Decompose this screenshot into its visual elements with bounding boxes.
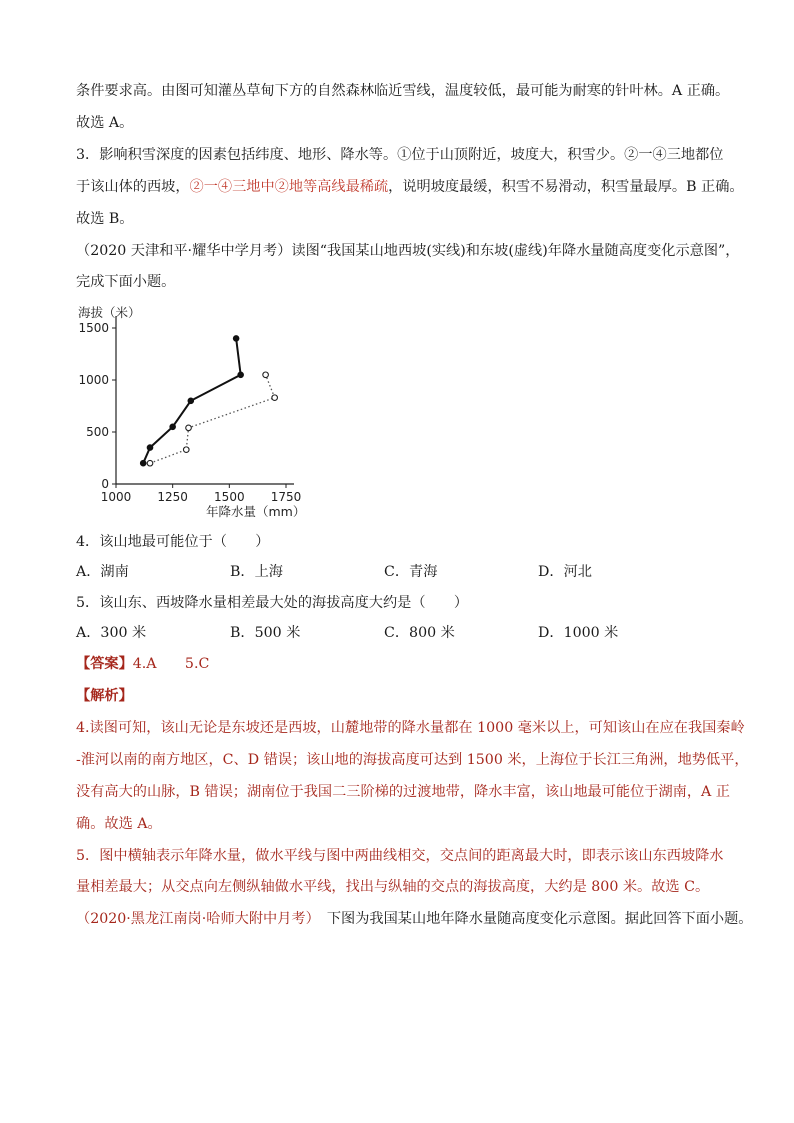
x-axis-label: 年降水量（mm） — [206, 504, 306, 519]
question-5-option-d[interactable]: D．1000 米 — [538, 625, 619, 641]
x-tick-label: 1250 — [157, 490, 188, 504]
west-slope-point — [147, 445, 153, 451]
paragraph-line — [76, 177, 744, 197]
question-4-stem: 4．该山地最可能位于（ ） — [76, 534, 270, 550]
paragraph-line: 故选 B。 — [76, 211, 134, 227]
east-slope-point — [272, 395, 278, 401]
question-4-option-c[interactable]: C．青海 — [384, 564, 438, 580]
text-segment: 于该山体的西坡， — [76, 179, 190, 195]
west-slope-point — [140, 460, 146, 466]
question-intro: （2020 天津和平·耀华中学月考）读图“我国某山地西坡(实线)和东坡(虚线)年降水量随高度变化示意图”， — [76, 243, 740, 259]
text-segment: 下图为我国某山地年降水量随高度变化示意图。据此回答下面小题。 — [312, 911, 753, 927]
west-slope-point — [238, 372, 244, 378]
x-tick-label: 1500 — [214, 490, 245, 504]
y-tick-label: 500 — [86, 425, 109, 439]
east-slope-point — [147, 460, 153, 466]
answer-label: 【答案】 — [76, 656, 133, 672]
chart-series — [140, 336, 277, 466]
analysis-line: -淮河以南的南方地区，C、D 错误；该山地的海拔高度可达到 1500 米，上海位于长江三角洲，地势低平， — [76, 752, 749, 768]
west-slope-point — [233, 336, 239, 342]
answer-value: 4.A 5.C — [132, 656, 210, 672]
highlighted-text: ②一④三地中②地等高线最稀疏 — [189, 179, 389, 195]
y-tick-label: 1000 — [78, 373, 109, 387]
y-tick-label: 1500 — [78, 321, 109, 335]
y-axis-label: 海拔（米） — [78, 305, 141, 320]
analysis-line: 没有高大的山脉，B 错误；湖南位于我国二三阶梯的过渡地带，降水丰富，该山地最可能位于湖南，A 正 — [76, 784, 730, 800]
chart-ticks — [78, 321, 301, 504]
question-4-option-d[interactable]: D．河北 — [538, 564, 592, 580]
question-5-option-b[interactable]: B．500 米 — [230, 625, 301, 641]
text-segment: ，说明坡度最缓，积雪不易滑动，积雪量最厚。B 正确。 — [388, 179, 744, 195]
east-slope-point — [183, 447, 189, 453]
west-slope-point — [188, 398, 194, 404]
question-4-option-b[interactable]: B．上海 — [230, 564, 283, 580]
y-tick-label: 0 — [101, 477, 109, 491]
east-slope-point — [186, 425, 192, 431]
next-question-intro — [76, 909, 752, 929]
source-tag: （2020·黑龙江南岗·哈师大附中月考） — [76, 911, 313, 927]
question-5-stem: 5．该山东、西坡降水量相差最大处的海拔高度大约是（ ） — [76, 595, 469, 611]
analysis-line: 量相差最大；从交点向左侧纵轴做水平线，找出与纵轴的交点的海拔高度，大约是 800 米。故选 C。 — [76, 879, 710, 895]
analysis-label: 【解析】 — [76, 688, 133, 704]
paragraph-line: 故选 A。 — [76, 115, 134, 131]
question-intro: 完成下面小题。 — [76, 274, 176, 290]
answer-line — [76, 654, 209, 674]
analysis-line: 确。故选 A。 — [76, 816, 162, 832]
analysis-line: 4.读图可知，该山无论是东坡还是西坡，山麓地带的降水量都在 1000 毫米以上，可知该山在应在我国秦岭 — [76, 720, 745, 736]
analysis-line: 5．图中横轴表示年降水量，做水平线与图中两曲线相交，交点间的距离最大时，即表示该山东西坡降水 — [76, 848, 724, 864]
elevation-precipitation-chart — [76, 298, 316, 523]
east-slope-line — [150, 375, 275, 463]
paragraph-line: 3．影响积雪深度的因素包括纬度、地形、降水等。①位于山顶附近，坡度大，积雪少。②一④三地都位 — [76, 147, 724, 163]
east-slope-point — [263, 372, 269, 378]
paragraph-line: 条件要求高。由图可知灌丛草甸下方的自然森林临近雪线，温度较低，最可能为耐寒的针叶林。A 正确。 — [76, 83, 730, 99]
question-5-option-a[interactable]: A．300 米 — [76, 625, 147, 641]
west-slope-point — [170, 424, 176, 430]
question-4-option-a[interactable]: A．湖南 — [76, 564, 129, 580]
question-5-option-c[interactable]: C．800 米 — [384, 625, 455, 641]
x-tick-label: 1000 — [100, 490, 132, 504]
x-tick-label: 1750 — [270, 490, 302, 504]
